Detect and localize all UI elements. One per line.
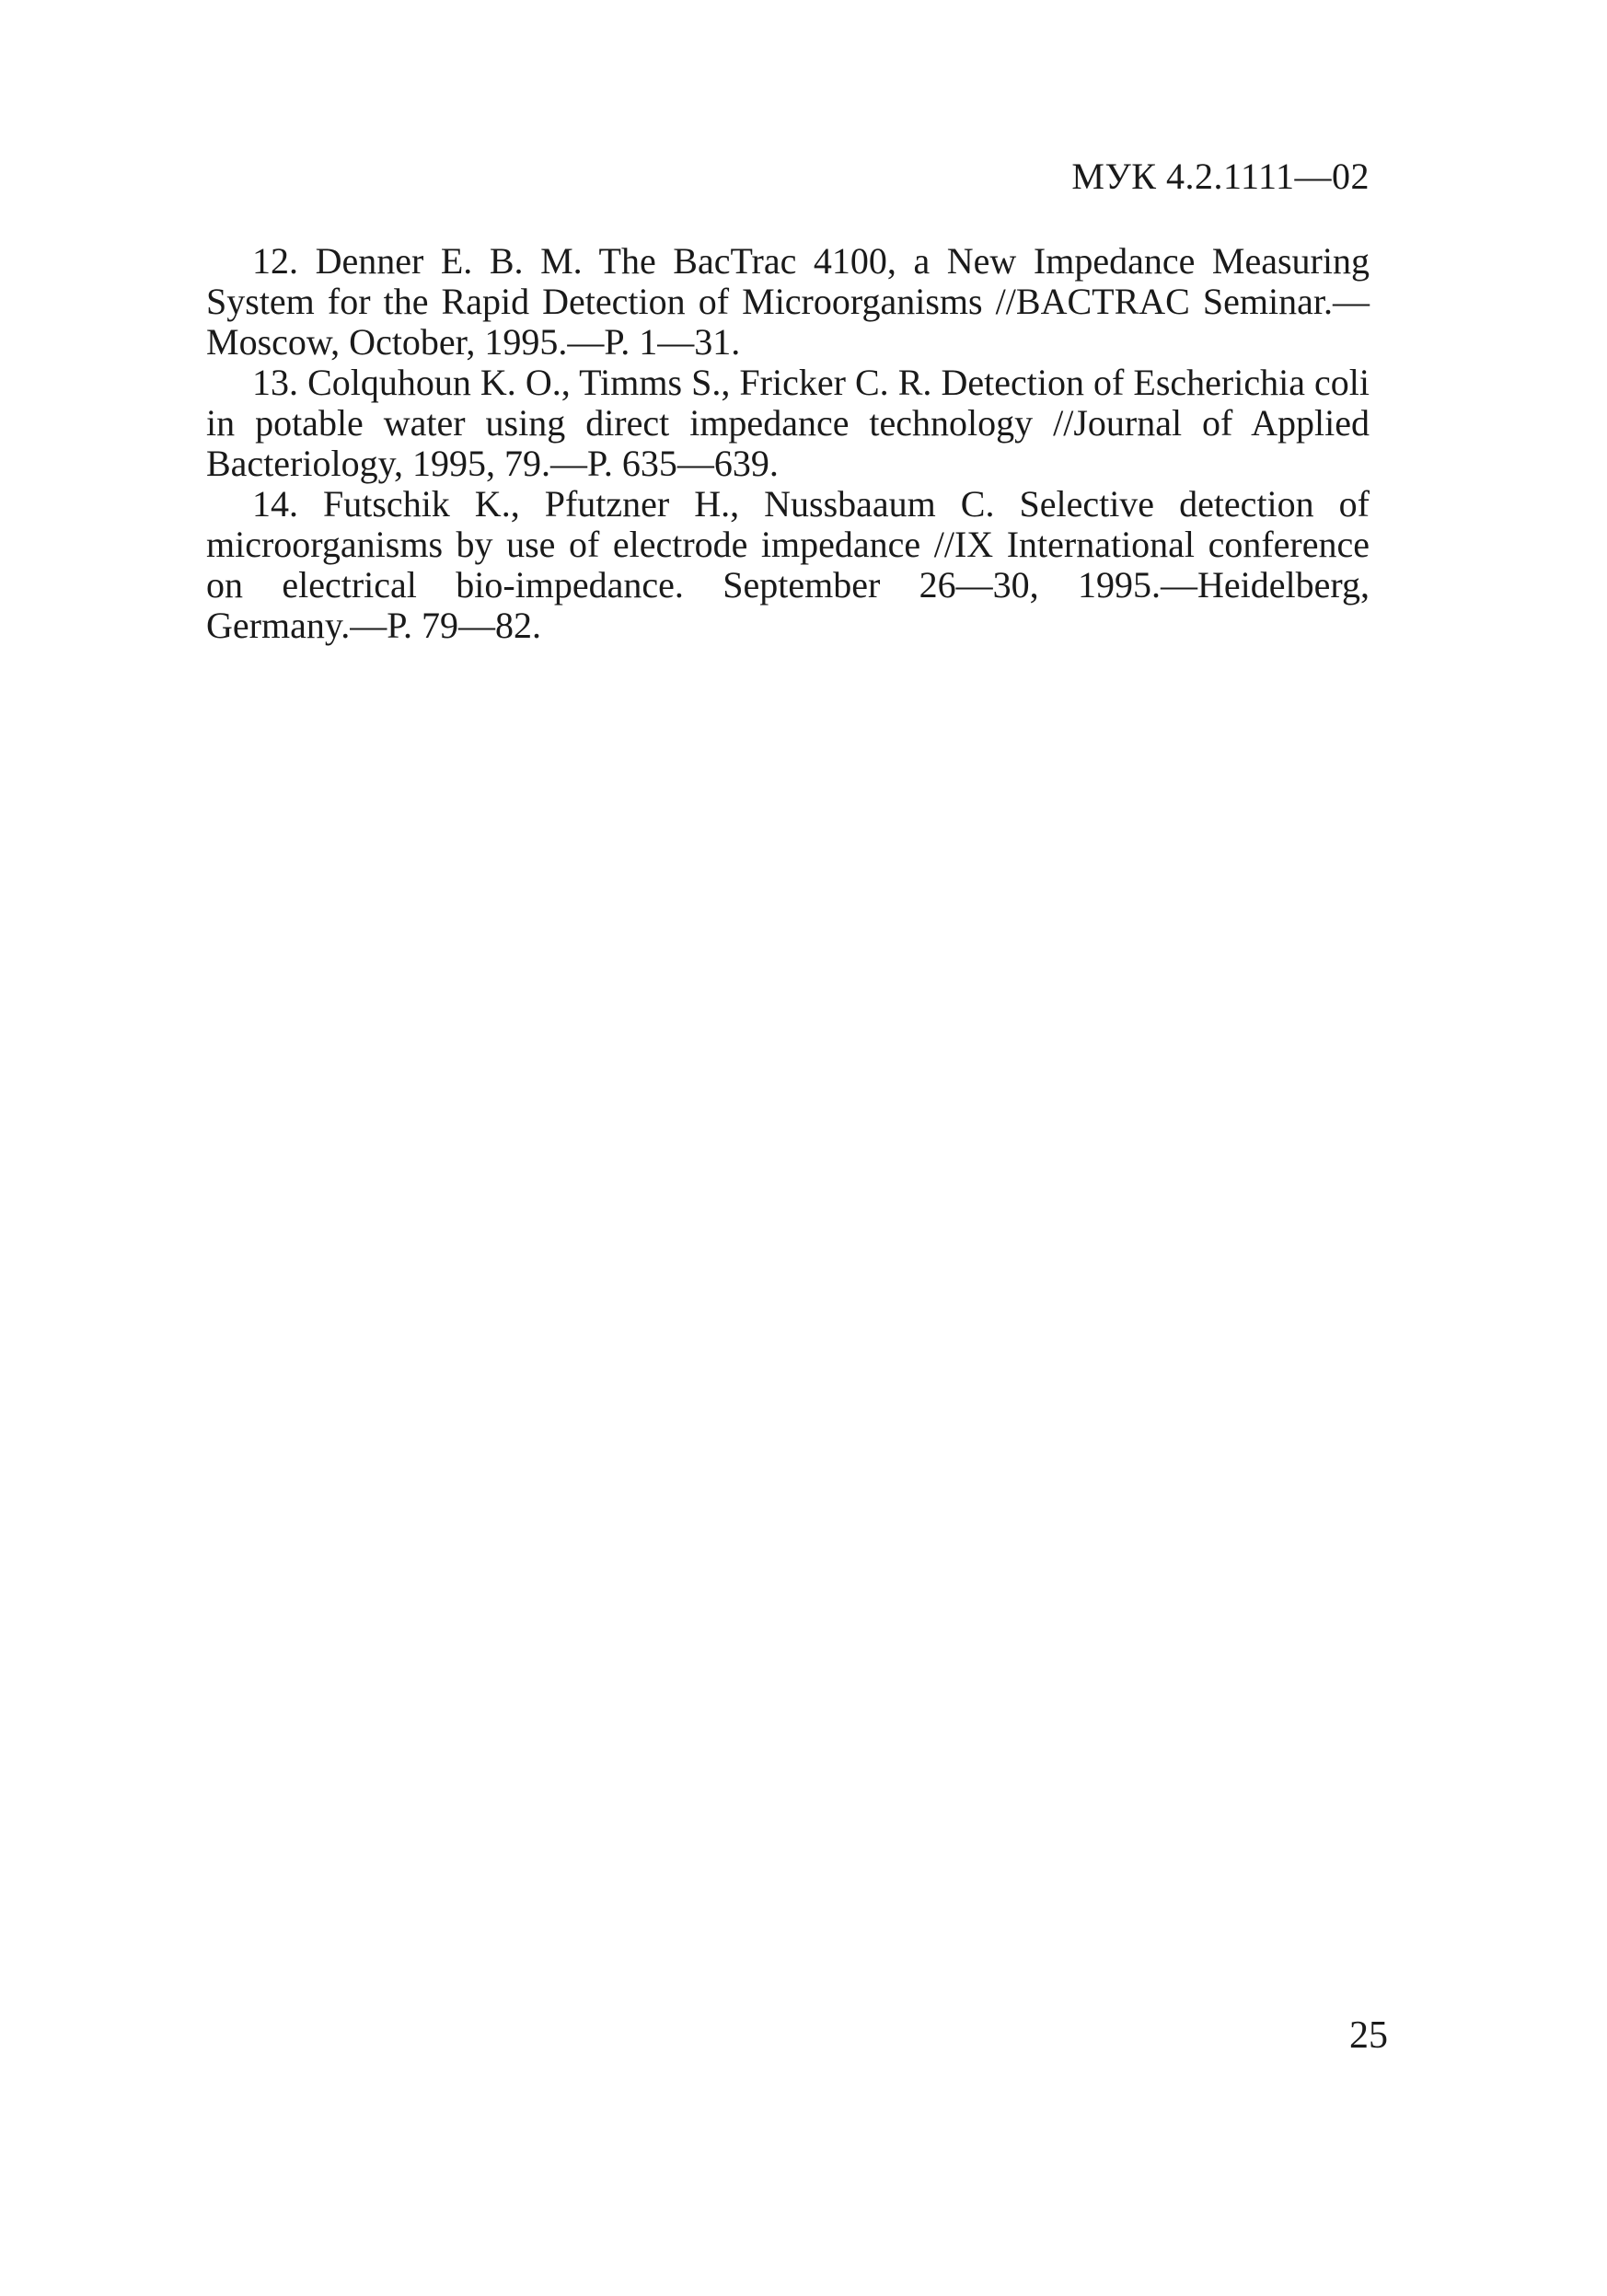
- reference-list: [206, 241, 1370, 646]
- reference-item-13: 13. Colquhoun K. O., Timms S., Fricker C. R. Detection of Escherichia coli in potable water using direct impedance technology //Journal of Applied Bacteriology, 1995, 79.—P. 635—639.: [206, 362, 1370, 484]
- running-head: МУК 4.2.1111—02: [1071, 156, 1370, 197]
- page-number: 25: [1349, 2014, 1388, 2057]
- reference-item-14: 14. Futschik K., Pfutzner H., Nussbaaum C. Selective detection of microorganisms by use of electrode impedance //IX International conference on electrical bio-impedance. September 26—30, 1995.—Heidelberg, Germany.—P. 79—82.: [206, 483, 1370, 646]
- reference-item-12: 12. Denner E. B. M. The BacTrac 4100, a New Impedance Measuring System for the Rapid Detection of Microorganisms //BACTRAC Seminar.—Moscow, October, 1995.—P. 1—31.: [206, 240, 1370, 363]
